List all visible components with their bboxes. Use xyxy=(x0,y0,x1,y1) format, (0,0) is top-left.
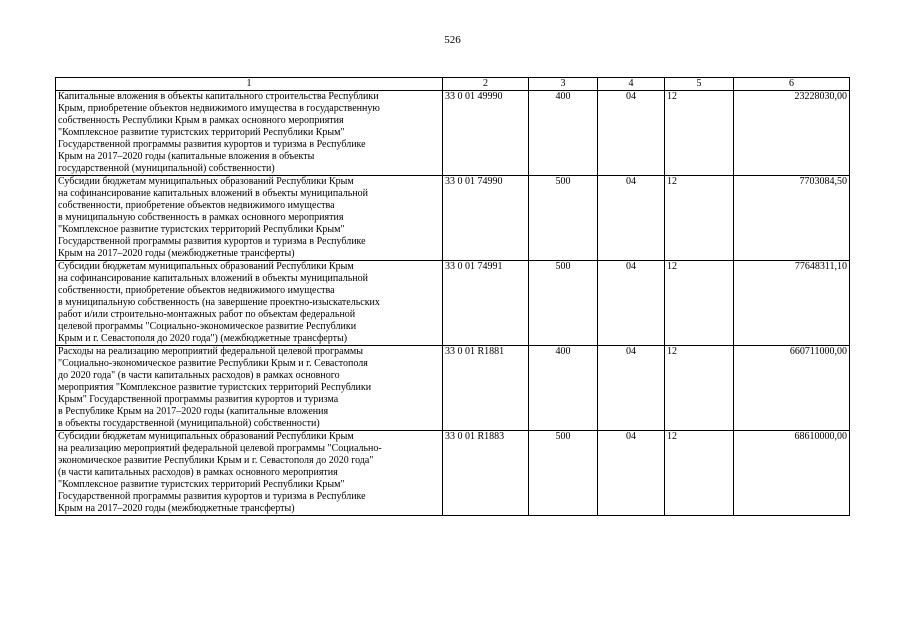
column-header-2: 2 xyxy=(443,78,529,91)
row-subsection: 12 xyxy=(665,176,734,261)
row-amount: 660711000,00 xyxy=(734,346,850,431)
row-description: Капитальные вложения в объекты капитального строительства Республики Крым, приобретение объектов недвижимого имущества в государственную собственность Республики Крым в рамках основного мероприятия "Комплексное развитие туристских территорий Республики Крым" Государственной программы развития курортов и туризма в Республике Крым на 2017–2020 годы (капитальные вложения в объекты государственной (муниципальной) собственности) xyxy=(56,91,443,176)
row-target-code: 33 0 01 74991 xyxy=(443,261,529,346)
table-row xyxy=(56,261,850,346)
table-row xyxy=(56,346,850,431)
row-target-code: 33 0 01 74990 xyxy=(443,176,529,261)
table-row xyxy=(56,176,850,261)
row-section: 04 xyxy=(598,176,665,261)
row-target-code: 33 0 01 R1881 xyxy=(443,346,529,431)
table-header-row xyxy=(56,78,850,91)
table-row xyxy=(56,91,850,176)
row-description: Субсидии бюджетам муниципальных образований Республики Крым на софинансирование капитальных вложений в объекты муниципальной собственности, приобретение объектов недвижимого имущества в муниципальную собственность (на завершение проектно-изыскательских работ и/или строительно-монтажных работ по объектам федеральной целевой программы "Социально-экономическое развитие Республики Крым и г. Севастополя до 2020 года") (межбюджетные трансферты) xyxy=(56,261,443,346)
row-expense-type: 500 xyxy=(529,261,598,346)
row-amount: 77648311,10 xyxy=(734,261,850,346)
column-header-4: 4 xyxy=(598,78,665,91)
row-description: Субсидии бюджетам муниципальных образований Республики Крым на реализацию мероприятий федеральной целевой программы "Социально- экономическое развитие Республики Крым и г. Севастополя до 2020 года" (в части капитальных расходов) в рамках основного мероприятия "Комплексное развитие туристских территорий Республики Крым" Государственной программы развития курортов и туризма в Республике Крым на 2017–2020 годы (межбюджетные трансферты) xyxy=(56,431,443,516)
row-section: 04 xyxy=(598,261,665,346)
row-section: 04 xyxy=(598,91,665,176)
row-subsection: 12 xyxy=(665,261,734,346)
row-expense-type: 500 xyxy=(529,176,598,261)
row-expense-type: 400 xyxy=(529,346,598,431)
row-section: 04 xyxy=(598,346,665,431)
row-description: Расходы на реализацию мероприятий федеральной целевой программы "Социально-экономическое развитие Республики Крым и г. Севастополя до 2020 года" (в части капитальных расходов) в рамках основного мероприятия "Комплексное развитие туристских территорий Республики Крым" Государственной программы развития курортов и туризма в Республике Крым на 2017–2020 годы (капитальные вложения в объекты государственной (муниципальной) собственности) xyxy=(56,346,443,431)
row-amount: 7703084,50 xyxy=(734,176,850,261)
table-row xyxy=(56,431,850,516)
row-amount: 68610000,00 xyxy=(734,431,850,516)
row-expense-type: 400 xyxy=(529,91,598,176)
row-section: 04 xyxy=(598,431,665,516)
row-subsection: 12 xyxy=(665,346,734,431)
column-header-5: 5 xyxy=(665,78,734,91)
row-amount: 23228030,00 xyxy=(734,91,850,176)
column-header-3: 3 xyxy=(529,78,598,91)
column-header-6: 6 xyxy=(734,78,850,91)
budget-table xyxy=(55,77,850,516)
row-subsection: 12 xyxy=(665,431,734,516)
page-number: 526 xyxy=(444,34,461,46)
row-target-code: 33 0 01 49990 xyxy=(443,91,529,176)
row-description: Субсидии бюджетам муниципальных образований Республики Крым на софинансирование капитальных вложений в объекты муниципальной собственности, приобретение объектов недвижимого имущества в муниципальную собственность в рамках основного мероприятия "Комплексное развитие туристских территорий Республики Крым" Государственной программы развития курортов и туризма в Республике Крым на 2017–2020 годы (межбюджетные трансферты) xyxy=(56,176,443,261)
column-header-1: 1 xyxy=(56,78,443,91)
row-subsection: 12 xyxy=(665,91,734,176)
row-target-code: 33 0 01 R1883 xyxy=(443,431,529,516)
row-expense-type: 500 xyxy=(529,431,598,516)
